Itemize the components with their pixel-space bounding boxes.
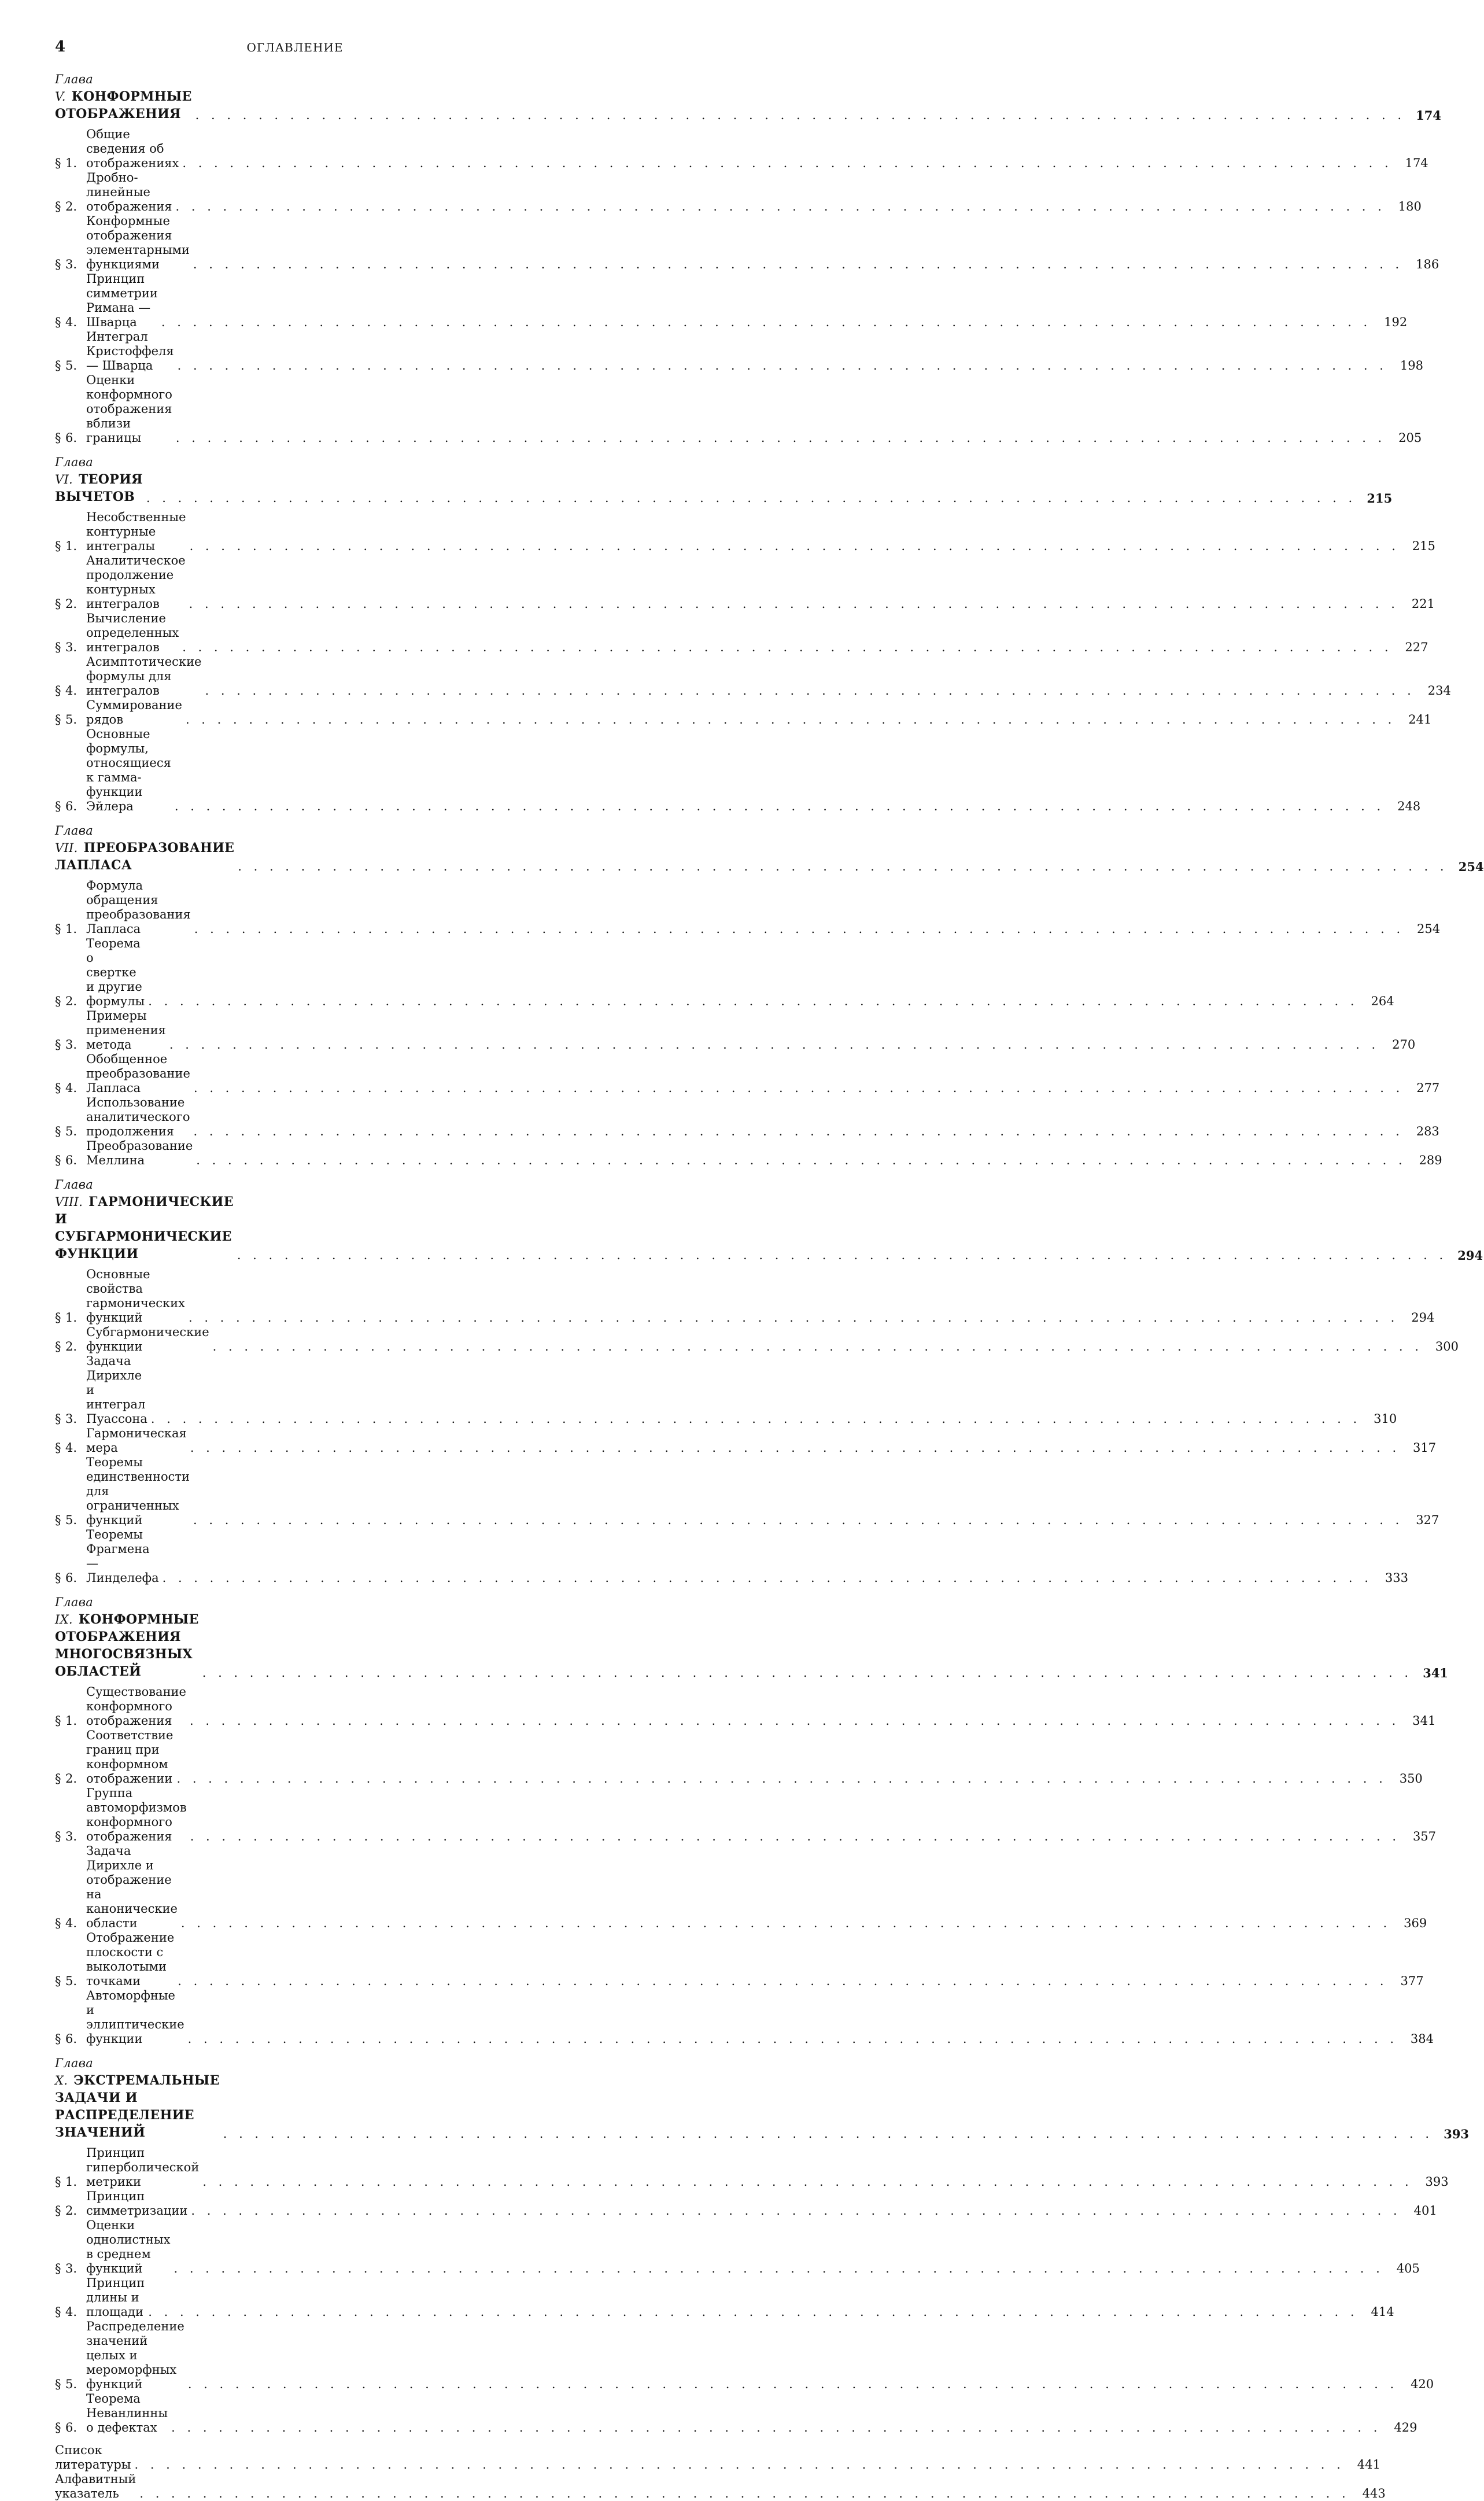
toc-entry[interactable] (55, 727, 1421, 814)
dot-leader (234, 1248, 1447, 1263)
dot-leader (193, 1153, 1406, 1168)
toc-entry[interactable] (55, 1786, 1437, 1844)
section-title: Принцип гиперболической метрики (86, 2146, 200, 2189)
toc-entry[interactable] (55, 2218, 1420, 2276)
toc-entry[interactable] (55, 1931, 1424, 1989)
dot-leader (187, 1441, 1400, 1455)
chapter-block (55, 71, 1441, 445)
section-page-number: 377 (1400, 1974, 1424, 1988)
section-number: 5. (65, 2377, 77, 2391)
section-sign: § (55, 2262, 61, 2275)
toc-entry[interactable] (55, 1095, 1439, 1139)
section-page-number: 414 (1371, 2305, 1394, 2319)
chapter-page-number: 341 (1423, 1666, 1449, 1680)
section-sign: § (55, 799, 61, 813)
section-sign: § (55, 431, 61, 445)
section-page-number: 310 (1374, 1412, 1397, 1426)
dot-leader (172, 431, 1386, 445)
dot-leader (143, 491, 1356, 506)
chapter-label: Глава IX. (55, 1595, 94, 1626)
chapter-title: КОНФОРМНЫЕ ОТОБРАЖЕНИЯ МНОГОСВЯЗНЫХ ОБЛАСТЕЙ (55, 1612, 199, 1679)
section-page-number: 241 (1408, 713, 1432, 726)
dot-leader (136, 2487, 1349, 2501)
section-number: 1. (65, 1714, 77, 1728)
section-sign: § (55, 1340, 61, 1353)
toc-entry[interactable] (55, 272, 1408, 330)
section-sign: § (55, 257, 61, 271)
dot-leader (220, 2127, 1433, 2141)
section-page-number: 405 (1396, 2262, 1420, 2275)
chapter-title: ГАРМОНИЧЕСКИЕ И СУБГАРМОНИЧЕСКИЕ ФУНКЦИИ (55, 1194, 234, 1261)
toc-entry[interactable] (55, 611, 1428, 655)
chapter-page-number: 393 (1444, 2127, 1470, 2141)
section-page-number: 215 (1412, 539, 1435, 553)
toc-entry[interactable] (55, 2146, 1449, 2189)
section-page-number: 227 (1405, 640, 1428, 654)
section-sign: § (55, 1081, 61, 1095)
chapter-label: Глава V. (55, 72, 94, 104)
section-number: 2. (65, 200, 77, 213)
section-number: 1. (65, 1311, 77, 1325)
section-sign: § (55, 1714, 61, 1728)
dot-leader (190, 1081, 1404, 1095)
toc-entry[interactable] (55, 2276, 1394, 2319)
dot-leader (184, 2377, 1398, 2392)
section-title: Теоремы Фрагмена — Линделефа (86, 1528, 159, 1585)
section-number: 6. (65, 2421, 77, 2434)
chapter-page-number: 174 (1416, 108, 1441, 123)
section-title: Дробно-линейные отображения (86, 171, 172, 213)
section-page-number: 283 (1416, 1124, 1439, 1138)
section-title: Основные свойства гармонических функций (86, 1267, 185, 1325)
entry-page-number: 443 (1362, 2487, 1386, 2500)
section-number: 4. (65, 1081, 77, 1095)
section-page-number: 174 (1405, 156, 1428, 170)
dot-leader (182, 713, 1396, 727)
section-title: Распределение значений целых и мероморфных функций (86, 2319, 184, 2391)
toc-entry[interactable] (55, 936, 1394, 1009)
chapter-block (55, 1176, 1483, 1585)
toc-entry[interactable] (55, 1052, 1440, 1095)
dot-leader (190, 1513, 1403, 1528)
section-title: Основные формулы, относящиеся к гамма-функции Эйлера (86, 727, 171, 813)
section-title: Существование конформного отображения (86, 1685, 186, 1728)
toc-entry[interactable] (55, 171, 1422, 214)
section-page-number: 357 (1412, 1829, 1437, 1843)
section-title: Задача Дирихле и отображение на канонические области (86, 1844, 178, 1930)
dot-leader (202, 684, 1415, 698)
entry-title: Алфавитный указатель (55, 2472, 136, 2500)
section-sign: § (55, 2204, 61, 2218)
chapter-label: Глава X. (55, 2056, 94, 2087)
section-page-number: 180 (1398, 200, 1422, 213)
section-number: 1. (65, 539, 77, 553)
section-sign: § (55, 539, 61, 553)
dot-leader (178, 1916, 1391, 1931)
toc-entry[interactable] (55, 2319, 1434, 2392)
chapter-heading[interactable] (55, 1176, 1483, 1263)
chapter-title-group (55, 822, 234, 874)
dot-leader (131, 2458, 1344, 2472)
chapter-heading[interactable] (55, 822, 1484, 874)
section-number: 6. (65, 431, 77, 445)
section-page-number: 420 (1411, 2377, 1434, 2391)
section-number: 4. (65, 315, 77, 329)
section-number: 5. (65, 713, 77, 726)
chapter-page-number: 254 (1458, 860, 1484, 874)
toc-entry[interactable] (55, 1455, 1439, 1528)
section-title: Асимптотические формулы для интегралов (86, 655, 202, 698)
toc-entry[interactable] (55, 1426, 1437, 1455)
section-page-number: 333 (1385, 1571, 1408, 1585)
section-page-number: 327 (1416, 1513, 1439, 1527)
toc-entry[interactable] (55, 1354, 1397, 1426)
toc-entry[interactable] (55, 879, 1441, 936)
entry-page-number: 441 (1357, 2458, 1380, 2472)
dot-leader (187, 1829, 1400, 1844)
section-page-number: 192 (1384, 315, 1408, 329)
dot-leader (158, 315, 1371, 330)
section-sign: § (55, 1571, 61, 1585)
section-title: Принцип симметризации (86, 2189, 188, 2218)
section-number: 3. (65, 640, 77, 654)
section-sign: § (55, 315, 61, 329)
section-number: 1. (65, 156, 77, 170)
section-sign: § (55, 2305, 61, 2319)
section-number: 6. (65, 1153, 77, 1167)
section-sign: § (55, 1038, 61, 1052)
section-title: Группа автоморфизмов конформного отображения (86, 1786, 187, 1843)
section-sign: § (55, 1513, 61, 1527)
section-page-number: 234 (1427, 684, 1451, 698)
section-title: Суммирование рядов (86, 698, 182, 726)
dot-leader (145, 994, 1358, 1009)
section-page-number: 248 (1397, 799, 1421, 813)
chapter-heading[interactable] (55, 71, 1441, 123)
section-sign: § (55, 1153, 61, 1167)
section-sign: § (55, 922, 61, 936)
toc-entry[interactable] (55, 1728, 1423, 1786)
section-page-number: 289 (1419, 1153, 1442, 1167)
entry-title: Список литературы (55, 2443, 131, 2472)
section-sign: § (55, 1772, 61, 1786)
toc-entry[interactable] (55, 214, 1439, 272)
dot-leader (170, 2262, 1383, 2276)
chapter-heading[interactable] (55, 1593, 1449, 1680)
section-number: 3. (65, 1038, 77, 1052)
toc-entry[interactable] (55, 1009, 1416, 1052)
section-title: Отображение плоскости с выколотыми точками (86, 1931, 175, 1988)
section-page-number: 294 (1411, 1311, 1435, 1325)
dot-leader (191, 922, 1404, 936)
section-title: Примеры применения метода (86, 1009, 166, 1052)
toc-entry[interactable] (55, 330, 1423, 373)
chapter-title: ЭКСТРЕМАЛЬНЫЕ ЗАДАЧИ И РАСПРЕДЕЛЕНИЕ ЗНАЧЕНИЙ (55, 2073, 220, 2140)
section-page-number: 277 (1416, 1081, 1440, 1095)
toc-entry[interactable] (55, 510, 1435, 554)
section-number: 4. (65, 1441, 77, 1455)
section-number: 1. (65, 922, 77, 936)
section-title: Субгармонические функции (86, 1325, 209, 1353)
chapter-heading[interactable] (55, 2054, 1470, 2141)
chapter-label: Глава VII. (55, 824, 94, 855)
section-title: Соответствие границ при конформном отображении (86, 1728, 173, 1786)
table-of-contents (55, 71, 1484, 2435)
section-number: 3. (65, 2262, 77, 2275)
toc-entry[interactable] (55, 1325, 1459, 1354)
section-sign: § (55, 684, 61, 698)
dot-leader (147, 1412, 1361, 1426)
section-title: Теоремы единственности для ограниченных функций (86, 1455, 190, 1527)
chapter-block (55, 822, 1484, 1168)
section-number: 4. (65, 684, 77, 698)
dot-leader (173, 1772, 1386, 1786)
dot-leader (192, 108, 1405, 123)
section-title: Конформные отображения элементарными функциями (86, 214, 190, 271)
chapter-title: КОНФОРМНЫЕ ОТОБРАЖЕНИЯ (55, 89, 192, 121)
page-number: 4 (55, 38, 66, 56)
chapter-title-group (55, 1593, 199, 1680)
section-number: 3. (65, 257, 77, 271)
toc-entry[interactable] (55, 2189, 1437, 2218)
section-number: 4. (65, 2305, 77, 2319)
toc-entry[interactable] (55, 698, 1432, 727)
dot-leader (190, 1124, 1403, 1139)
section-title: Аналитическое продолжение контурных интегралов (86, 554, 186, 611)
section-sign: § (55, 1124, 61, 1138)
section-page-number: 384 (1410, 2032, 1434, 2046)
back-matter-list (55, 2443, 1386, 2501)
section-number: 6. (65, 2032, 77, 2046)
dot-leader (199, 1666, 1412, 1680)
section-page-number: 264 (1371, 994, 1394, 1008)
dot-leader (234, 860, 1448, 874)
toc-entry[interactable] (55, 1989, 1434, 2046)
section-title: Автоморфные и эллиптические функции (86, 1989, 184, 2046)
toc-entry[interactable] (55, 554, 1435, 611)
section-title: Теорема Неванлинны о дефектах (86, 2392, 168, 2434)
dot-leader (174, 1974, 1387, 1989)
section-sign: § (55, 2032, 61, 2046)
section-number: 3. (65, 1412, 77, 1426)
toc-entry-index[interactable] (55, 2472, 1386, 2501)
chapter-block (55, 1593, 1449, 2046)
running-title: ОГЛАВЛЕНИЕ (246, 40, 344, 54)
section-sign: § (55, 994, 61, 1008)
section-title: Оценки однолистных в среднем функций (86, 2218, 171, 2275)
section-sign: § (55, 597, 61, 611)
chapter-page-number: 294 (1457, 1248, 1483, 1263)
section-sign: § (55, 713, 61, 726)
section-page-number: 317 (1413, 1441, 1437, 1455)
toc-entry[interactable] (55, 1139, 1442, 1168)
chapter-heading[interactable] (55, 453, 1393, 506)
section-sign: § (55, 359, 61, 372)
section-page-number: 393 (1425, 2175, 1449, 2189)
section-sign: § (55, 1311, 61, 1325)
dot-leader (179, 640, 1392, 655)
section-title: Теорема о свертке и другие формулы (86, 936, 145, 1008)
dot-leader (186, 1714, 1400, 1728)
dot-leader (174, 359, 1387, 373)
dot-leader (179, 156, 1392, 171)
dot-leader (190, 257, 1403, 272)
dot-leader (186, 539, 1400, 554)
section-sign: § (55, 1441, 61, 1455)
section-number: 1. (65, 2175, 77, 2189)
toc-entry[interactable] (55, 655, 1451, 698)
toc-entry[interactable] (55, 1685, 1436, 1728)
section-page-number: 198 (1400, 359, 1423, 372)
section-number: 5. (65, 1513, 77, 1527)
section-number: 2. (65, 994, 77, 1008)
dot-leader (145, 2305, 1358, 2319)
section-sign: § (55, 156, 61, 170)
section-title: Вычисление определенных интегралов (86, 611, 179, 654)
dot-leader (185, 1311, 1398, 1325)
section-sign: § (55, 1829, 61, 1843)
section-page-number: 350 (1399, 1772, 1423, 1786)
section-number: 4. (65, 1916, 77, 1930)
section-page-number: 341 (1412, 1714, 1436, 1728)
toc-entry[interactable] (55, 1267, 1435, 1325)
dot-leader (184, 2032, 1398, 2046)
dot-leader (166, 1038, 1379, 1052)
dot-leader (159, 1571, 1372, 1585)
section-title: Гармоническая мера (86, 1426, 187, 1455)
chapter-page-number: 215 (1367, 491, 1393, 506)
section-page-number: 300 (1435, 1340, 1459, 1353)
toc-entry-bibliography[interactable] (55, 2443, 1380, 2472)
section-sign: § (55, 640, 61, 654)
dot-leader (171, 799, 1385, 814)
section-number: 5. (65, 1124, 77, 1138)
chapter-title-group (55, 71, 192, 123)
chapter-title: ТЕОРИЯ ВЫЧЕТОВ (55, 472, 143, 504)
chapter-label: Глава VIII. (55, 1178, 94, 1209)
section-page-number: 401 (1413, 2204, 1437, 2218)
chapter-title-group (55, 2054, 220, 2141)
section-page-number: 221 (1411, 597, 1435, 611)
chapter-title-group (55, 1176, 234, 1263)
section-page-number: 254 (1417, 922, 1441, 936)
section-title: Принцип симметрии Римана — Шварца (86, 272, 158, 329)
chapter-title-group (55, 453, 143, 506)
section-title: Использование аналитического продолжения (86, 1095, 190, 1138)
section-number: 2. (65, 597, 77, 611)
section-title: Оценки конформного отображения вблизи границы (86, 373, 172, 445)
chapter-block (55, 453, 1451, 814)
chapter-title: ПРЕОБРАЗОВАНИЕ ЛАПЛАСА (55, 840, 235, 873)
section-sign: § (55, 200, 61, 213)
section-title: Формула обращения преобразования Лапласа (86, 879, 191, 936)
section-sign: § (55, 1916, 61, 1930)
section-number: 3. (65, 1829, 77, 1843)
section-title: Задача Дирихле и интеграл Пуассона (86, 1354, 147, 1426)
dot-leader (186, 597, 1399, 611)
section-page-number: 270 (1392, 1038, 1416, 1052)
section-title: Преобразование Меллина (86, 1139, 193, 1167)
section-title: Принцип длины и площади (86, 2276, 145, 2319)
section-title: Несобственные контурные интегралы (86, 510, 186, 553)
toc-entry[interactable] (55, 1844, 1427, 1931)
toc-entry[interactable] (55, 1528, 1408, 1585)
section-number: 5. (65, 359, 77, 372)
section-sign: § (55, 2377, 61, 2391)
page-header (55, 38, 535, 56)
section-page-number: 429 (1394, 2421, 1417, 2434)
dot-leader (172, 200, 1386, 214)
section-number: 6. (65, 799, 77, 813)
toc-entry[interactable] (55, 127, 1428, 171)
dot-leader (199, 2175, 1412, 2189)
section-number: 2. (65, 1772, 77, 1786)
toc-entry[interactable] (55, 2392, 1417, 2435)
section-page-number: 369 (1404, 1916, 1427, 1930)
section-number: 6. (65, 1571, 77, 1585)
section-sign: § (55, 2175, 61, 2189)
chapter-label: Глава VI. (55, 455, 94, 486)
dot-leader (187, 2204, 1401, 2218)
section-sign: § (55, 2421, 61, 2434)
section-sign: § (55, 1412, 61, 1426)
section-sign: § (55, 1974, 61, 1988)
dot-leader (168, 2421, 1381, 2435)
section-number: 2. (65, 2204, 77, 2218)
section-number: 2. (65, 1340, 77, 1353)
chapter-block (55, 2054, 1470, 2435)
section-title: Обобщенное преобразование Лапласа (86, 1052, 190, 1095)
section-title: Интеграл Кристоффеля — Шварца (86, 330, 174, 372)
section-page-number: 205 (1398, 431, 1422, 445)
section-title: Общие сведения об отображениях (86, 127, 179, 170)
section-number: 5. (65, 1974, 77, 1988)
section-page-number: 186 (1416, 257, 1439, 271)
dot-leader (209, 1340, 1423, 1354)
toc-entry[interactable] (55, 373, 1422, 445)
